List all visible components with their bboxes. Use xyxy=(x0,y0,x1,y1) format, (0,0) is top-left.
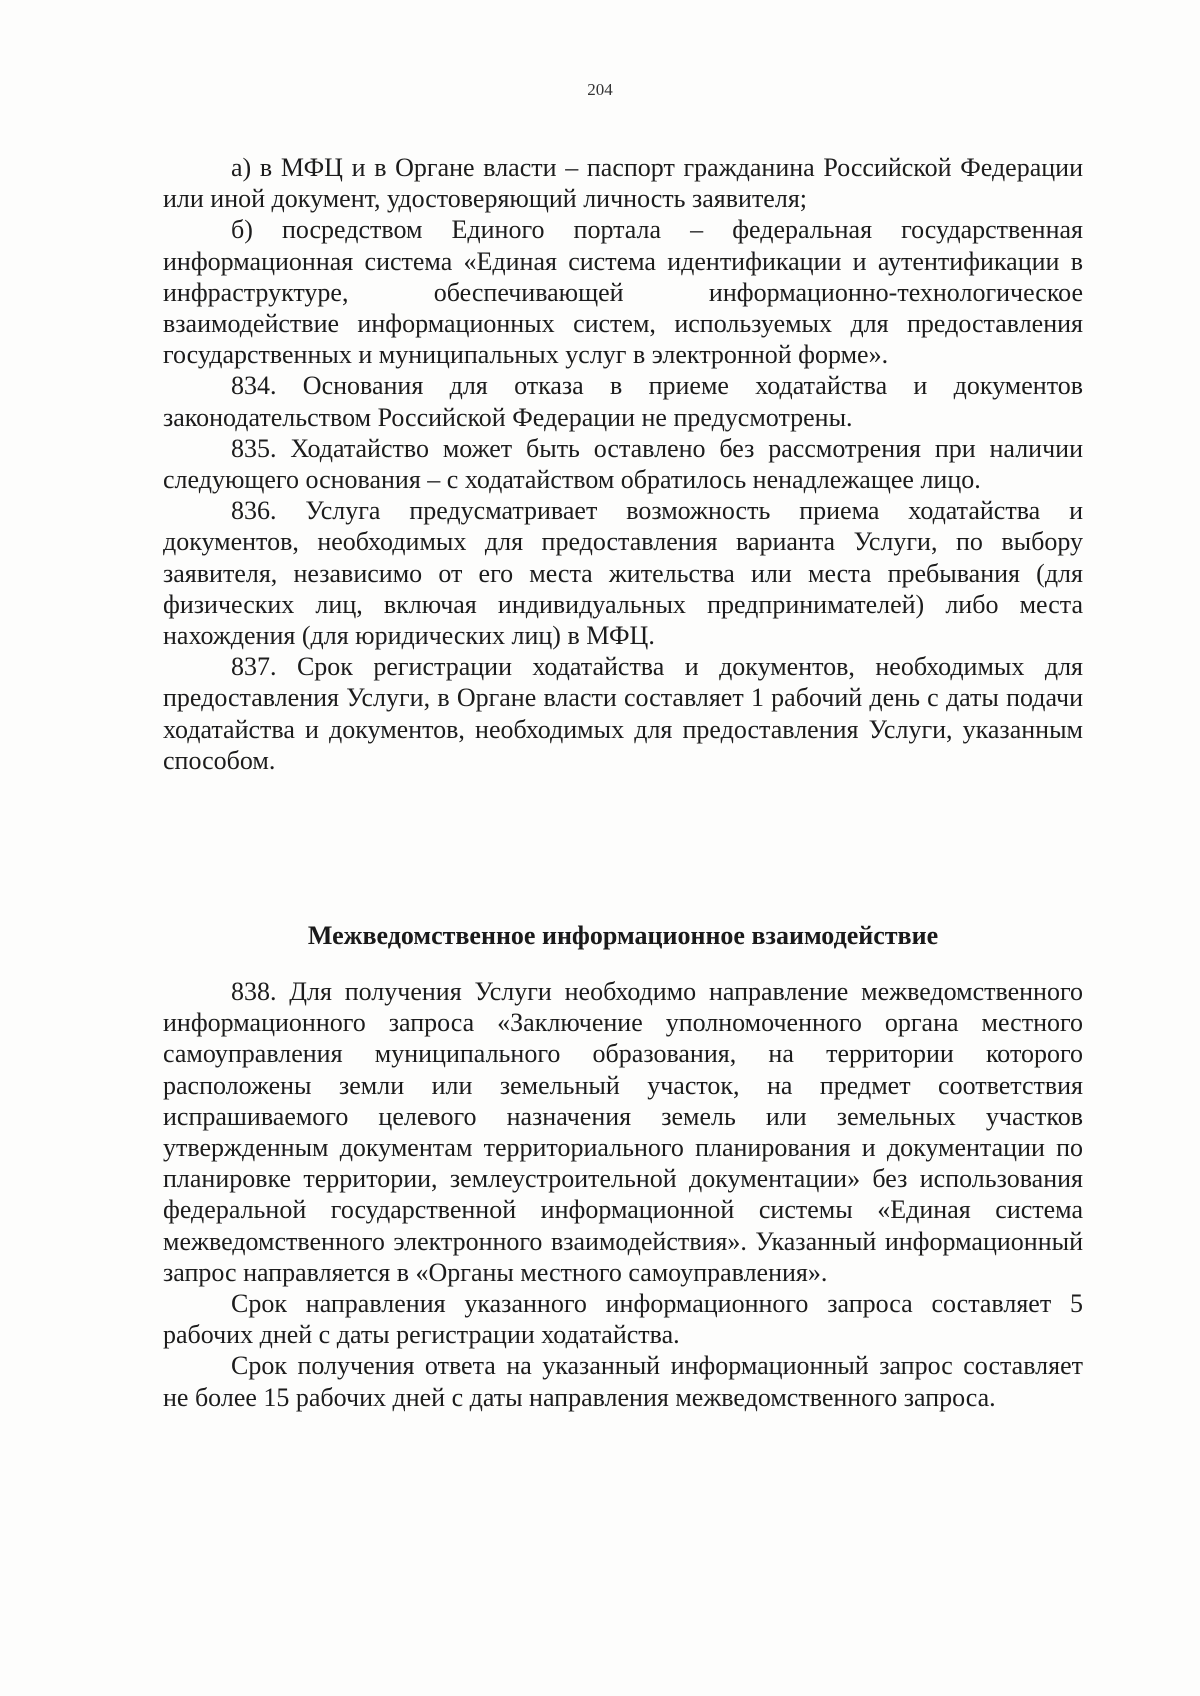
page-number: 204 xyxy=(587,80,613,99)
paragraph-a: а) в МФЦ и в Органе власти – паспорт гражданина Российской Федерации или иной документ, удостоверяющий личность заявителя; xyxy=(163,153,1083,214)
paragraph-request-deadline: Срок направления указанного информационного запроса составляет 5 рабочих дней с даты регистрации ходатайства. xyxy=(163,1289,1083,1350)
section-heading: Межведомственное информационное взаимодействие xyxy=(307,921,939,950)
body-section-top xyxy=(163,152,1083,776)
paragraph-837: 837. Срок регистрации ходатайства и документов, необходимых для предоставления Услуги, в Органе власти составляет 1 рабочий день с даты подачи ходатайства и документов, необходимых для предоставления Услуги, указанным способом. xyxy=(163,652,1083,775)
paragraph-834: 834. Основания для отказа в приеме ходатайства и документов законодательством Российской Федерации не предусмотрены. xyxy=(163,371,1083,432)
paragraph-835: 835. Ходатайство может быть оставлено без рассмотрения при наличии следующего основания – с ходатайством обратилось ненадлежащее лицо. xyxy=(163,433,1083,495)
paragraph-response-deadline: Срок получения ответа на указанный информационный запрос составляет не более 15 рабочих дней с даты направления межведомственного запроса. xyxy=(163,1351,1083,1412)
paragraph-836: 836. Услуга предусматривает возможность приема ходатайства и документов, необходимых для предоставления варианта Услуги, по выбору заявителя, независимо от его места жительства или места пребывания (для физических лиц, включая индивидуальных предпринимателей) либо места нахождения (для юридических лиц) в МФЦ. xyxy=(163,496,1083,651)
paragraph-838: 838. Для получения Услуги необходимо направление межведомственного информационного запроса «Заключение уполномоченного органа местного самоуправления муниципального образования, на территории которого расположены земли или земельный участок, на предмет соответствия испрашиваемого целевого назначения земель или земельных участков утвержденным документам территориального планирования и документации по планировке территории, землеустроительной документации» без использования федеральной государственной информационной системы «Единая система межведомственного электронного взаимодействия». Указанный информационный запрос направляется в «Органы местного самоуправления». xyxy=(163,977,1083,1287)
body-section-bottom xyxy=(163,976,1083,1413)
paragraph-b: б) посредством Единого портала – федеральная государственная информационная система «Единая система идентификации и аутентификации в инфраструктуре, обеспечивающей информационно-технологическое взаимодействие информационных систем, используемых для предоставления государственных и муниципальных услуг в электронной форме». xyxy=(163,215,1083,370)
